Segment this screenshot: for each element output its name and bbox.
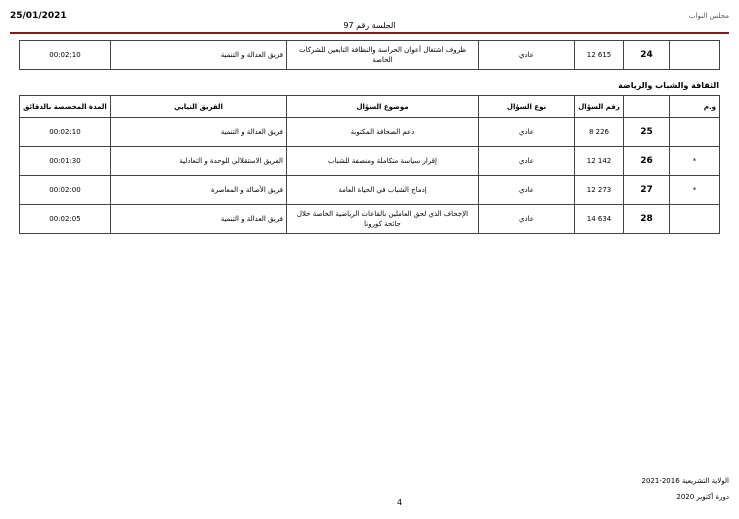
duration-cell: 00:02:10 bbox=[20, 118, 111, 147]
rank-cell: 28 bbox=[624, 205, 670, 234]
type-cell: عادي bbox=[479, 147, 575, 176]
footer-legislative-term: الولاية التشريعية 2016-2021 bbox=[641, 477, 729, 485]
rank-cell: 24 bbox=[624, 41, 670, 70]
header-mark: و.م bbox=[670, 96, 720, 118]
header-session-number: الجلسة رقم 97 bbox=[343, 21, 396, 30]
group-cell: الفريق الاستقلالي للوحدة و التعادلية bbox=[111, 147, 287, 176]
footer-session: دورة أكتوبر 2020 bbox=[676, 493, 729, 501]
subject-cell: ظروف اشتغال أعوان الحراسة والنظافة التابعين للشركات الخاصة bbox=[287, 41, 479, 70]
header-type: نوع السؤال bbox=[479, 96, 575, 118]
header-subject: موضوع السؤال bbox=[287, 96, 479, 118]
question-number-cell: 8 226 bbox=[575, 118, 624, 147]
table-header-row bbox=[20, 96, 720, 118]
section-title: الثقافة والشباب والرياضة bbox=[618, 81, 719, 90]
mark-cell bbox=[670, 205, 720, 234]
subject-cell: الإجحاف الذي لحق العاملين بالقاعات الرياضية الخاصة خلال جائحة كورونا bbox=[287, 205, 479, 234]
header-rank bbox=[624, 96, 670, 118]
header-divider bbox=[10, 32, 729, 34]
subject-cell: إقرار سياسة متكاملة ومنصفة للشباب bbox=[287, 147, 479, 176]
rank-cell: 27 bbox=[624, 176, 670, 205]
type-cell: عادي bbox=[479, 176, 575, 205]
mark-cell bbox=[670, 118, 720, 147]
questions-table-continued-body bbox=[20, 41, 720, 70]
questions-table-body bbox=[20, 118, 720, 234]
duration-cell: 00:01:30 bbox=[20, 147, 111, 176]
questions-table-continued bbox=[19, 40, 720, 70]
duration-cell: 00:02:00 bbox=[20, 176, 111, 205]
table-row bbox=[20, 41, 720, 70]
question-number-cell: 14 634 bbox=[575, 205, 624, 234]
header-date: 25/01/2021 bbox=[10, 11, 67, 21]
table-row bbox=[20, 147, 720, 176]
group-cell: فريق العدالة و التنمية bbox=[111, 205, 287, 234]
subject-cell: إدماج الشباب في الحياة العامة bbox=[287, 176, 479, 205]
question-number-cell: 12 142 bbox=[575, 147, 624, 176]
table-row bbox=[20, 118, 720, 147]
table-row bbox=[20, 176, 720, 205]
question-number-cell: 12 273 bbox=[575, 176, 624, 205]
group-cell: فريق الأصالة و المعاصرة bbox=[111, 176, 287, 205]
table-row bbox=[20, 205, 720, 234]
mark-cell: * bbox=[670, 147, 720, 176]
type-cell: عادي bbox=[479, 118, 575, 147]
rank-cell: 26 bbox=[624, 147, 670, 176]
header-organization: مجلس النواب bbox=[688, 12, 729, 20]
type-cell: عادي bbox=[479, 205, 575, 234]
group-cell: فريق العدالة و التنمية bbox=[111, 118, 287, 147]
page-number: 4 bbox=[396, 498, 403, 507]
mark-cell: * bbox=[670, 176, 720, 205]
subject-cell: دعم الصحافة المكتوبة bbox=[287, 118, 479, 147]
mark-cell bbox=[670, 41, 720, 70]
type-cell: عادي bbox=[479, 41, 575, 70]
header-question-number: رقم السؤال bbox=[575, 96, 624, 118]
group-cell: فريق العدالة و التنمية bbox=[111, 41, 287, 70]
header-duration: المدة المخصصة بالدقائق bbox=[20, 96, 111, 118]
rank-cell: 25 bbox=[624, 118, 670, 147]
question-number-cell: 12 615 bbox=[575, 41, 624, 70]
duration-cell: 00:02:10 bbox=[20, 41, 111, 70]
header-group: الفريق النيابي bbox=[111, 96, 287, 118]
duration-cell: 00:02:05 bbox=[20, 205, 111, 234]
questions-table bbox=[19, 95, 720, 234]
